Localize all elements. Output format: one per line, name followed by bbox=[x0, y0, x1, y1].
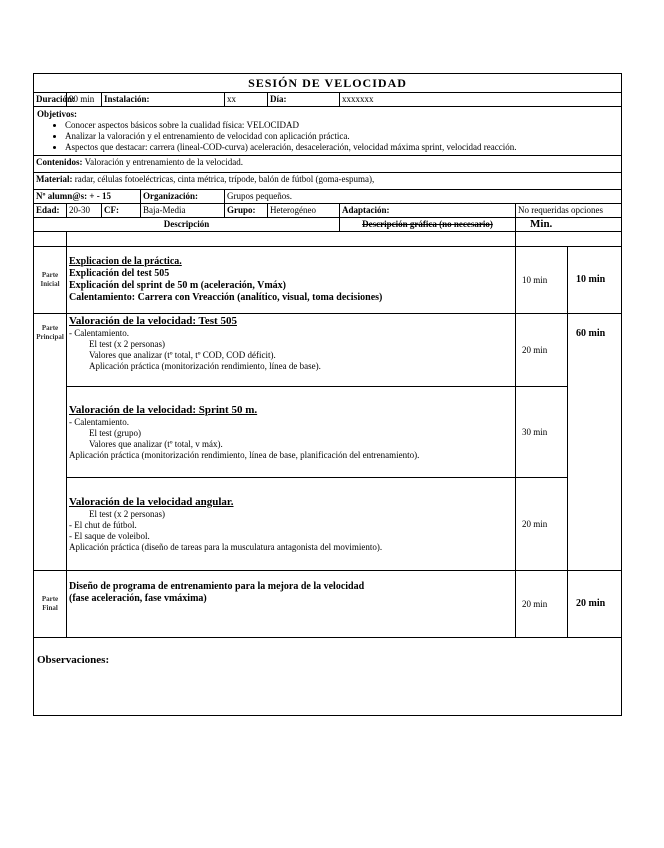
cf-value: Baja-Media bbox=[141, 204, 225, 218]
part-label: Parte Final bbox=[34, 571, 67, 638]
descripcion-header: Descripción bbox=[34, 218, 340, 232]
activity-line: El test (grupo) bbox=[89, 427, 141, 438]
contenidos-row bbox=[34, 156, 622, 173]
objetivo-item: • Aspectos que destacar: carrera (lineal-COD-curva) aceleración, desaceleración, velocidad máxima sprint, velocidad reacción. bbox=[65, 142, 618, 153]
objetivos-row bbox=[34, 107, 622, 156]
organizacion-label: Organización: bbox=[141, 190, 225, 204]
session-table bbox=[33, 73, 622, 716]
min-header: Min. bbox=[516, 218, 622, 232]
part-total: 20 min bbox=[568, 571, 622, 638]
material-value: radar, células fotoeléctricas, cinta métrica, trípode, balón de fútbol (goma-espuma), bbox=[74, 174, 375, 184]
activity-line: - Calentamiento. bbox=[69, 328, 129, 338]
activity-line: - El saque de voleibol. bbox=[69, 530, 150, 541]
alumnos-row bbox=[34, 190, 622, 204]
activity-line: Aplicación práctica (monitorización rendimiento, línea de base, planificación del entrenamiento). bbox=[69, 449, 420, 460]
dia-label: Día: bbox=[268, 93, 340, 107]
part-time: 20 min bbox=[516, 571, 568, 638]
part-time: 30 min bbox=[516, 387, 568, 478]
edad-label: Edad: bbox=[34, 204, 67, 218]
activity-line: Explicacion de la práctica. bbox=[69, 256, 182, 267]
contenidos-value: Valoración y entrenamiento de la velocidad. bbox=[84, 157, 244, 167]
info-row bbox=[34, 93, 622, 107]
objetivos-list bbox=[37, 120, 618, 153]
part-total: 60 min bbox=[568, 314, 622, 571]
objetivo-item: • Analizar la valoración y el entrenamiento de velocidad con aplicación práctica. bbox=[65, 131, 618, 142]
activity-line: Calentamiento: Carrera con Vreacción (analítico, visual, toma decisiones) bbox=[69, 292, 383, 303]
part-label: Parte Inicial bbox=[34, 247, 67, 314]
activity-title: Valoración de la velocidad angular. bbox=[69, 495, 234, 508]
grupo-label: Grupo: bbox=[225, 204, 268, 218]
activity-line: Explicación del test 505 bbox=[69, 268, 170, 279]
activity-title: Valoración de la velocidad: Sprint 50 m. bbox=[69, 403, 258, 416]
activity-line: - El chut de fútbol. bbox=[69, 519, 137, 530]
activity-line: Aplicación práctica (monitorización rendimiento, línea de base). bbox=[89, 361, 321, 371]
part-time: 20 min bbox=[516, 314, 568, 387]
material-label: Material: bbox=[36, 174, 73, 184]
duracion-value: 90 min bbox=[67, 93, 102, 107]
instalacion-value: xx bbox=[225, 93, 268, 107]
adaptacion-label: Adaptación: bbox=[340, 204, 516, 218]
activity-line: (fase aceleración, fase vmáxima) bbox=[69, 593, 207, 604]
contenidos-label: Contenidos: bbox=[36, 157, 83, 167]
objetivo-item: • Conocer aspectos básicos sobre la cualidad física: VELOCIDAD bbox=[65, 120, 618, 131]
spacer-row bbox=[34, 232, 622, 247]
edad-value: 20-30 bbox=[67, 204, 102, 218]
part-time: 10 min bbox=[516, 247, 568, 314]
activity-line: Valores que analizar (tº total, tº COD, COD déficit). bbox=[89, 350, 276, 360]
part-row bbox=[34, 571, 622, 638]
part-total: 10 min bbox=[568, 247, 622, 314]
part-row bbox=[34, 478, 622, 571]
part-label: Parte Principal bbox=[34, 314, 67, 571]
part-time: 20 min bbox=[516, 478, 568, 571]
activity-line: - Calentamiento. bbox=[69, 416, 129, 427]
cf-label: CF: bbox=[102, 204, 141, 218]
part-row bbox=[34, 314, 622, 387]
document-title: SESIÓN DE VELOCIDAD bbox=[34, 74, 622, 93]
material-row bbox=[34, 173, 622, 190]
activity-line: Explicación del sprint de 50 m (aceleración, Vmáx) bbox=[69, 280, 287, 291]
activity-line: Aplicación práctica (diseño de tareas para la musculatura antagonista del movimiento). bbox=[69, 541, 383, 552]
activity-line: El test (x 2 personas) bbox=[89, 508, 165, 519]
edad-row bbox=[34, 204, 622, 218]
part-row bbox=[34, 387, 622, 478]
activity-line: Diseño de programa de entrenamiento para la mejora de la velocidad bbox=[69, 581, 365, 592]
grupo-value: Heterogéneo bbox=[268, 204, 340, 218]
session-sheet bbox=[33, 73, 621, 716]
observaciones-row bbox=[34, 638, 622, 716]
observaciones-label: Observaciones: bbox=[34, 638, 622, 716]
instalacion-label: Instalación: bbox=[102, 93, 225, 107]
grafica-header: Descripción gráfica (no necesario) bbox=[340, 218, 516, 232]
part-row bbox=[34, 247, 622, 314]
alumnos-label: Nº alumn@s: + - 15 bbox=[34, 190, 141, 204]
activity-line: Valores que analizar (tº total, v máx). bbox=[89, 438, 223, 449]
activity-line: El test (x 2 personas) bbox=[89, 339, 165, 349]
duracion-label: Duración: bbox=[34, 93, 67, 107]
activity-title: Valoración de la velocidad: Test 505 bbox=[69, 315, 237, 327]
objetivos-label: Objetivos: bbox=[37, 109, 77, 119]
dia-value: xxxxxxx bbox=[340, 93, 622, 107]
organizacion-value: Grupos pequeños. bbox=[225, 190, 622, 204]
adaptacion-value: No requeridas opciones bbox=[516, 204, 622, 218]
header-row bbox=[34, 218, 622, 232]
